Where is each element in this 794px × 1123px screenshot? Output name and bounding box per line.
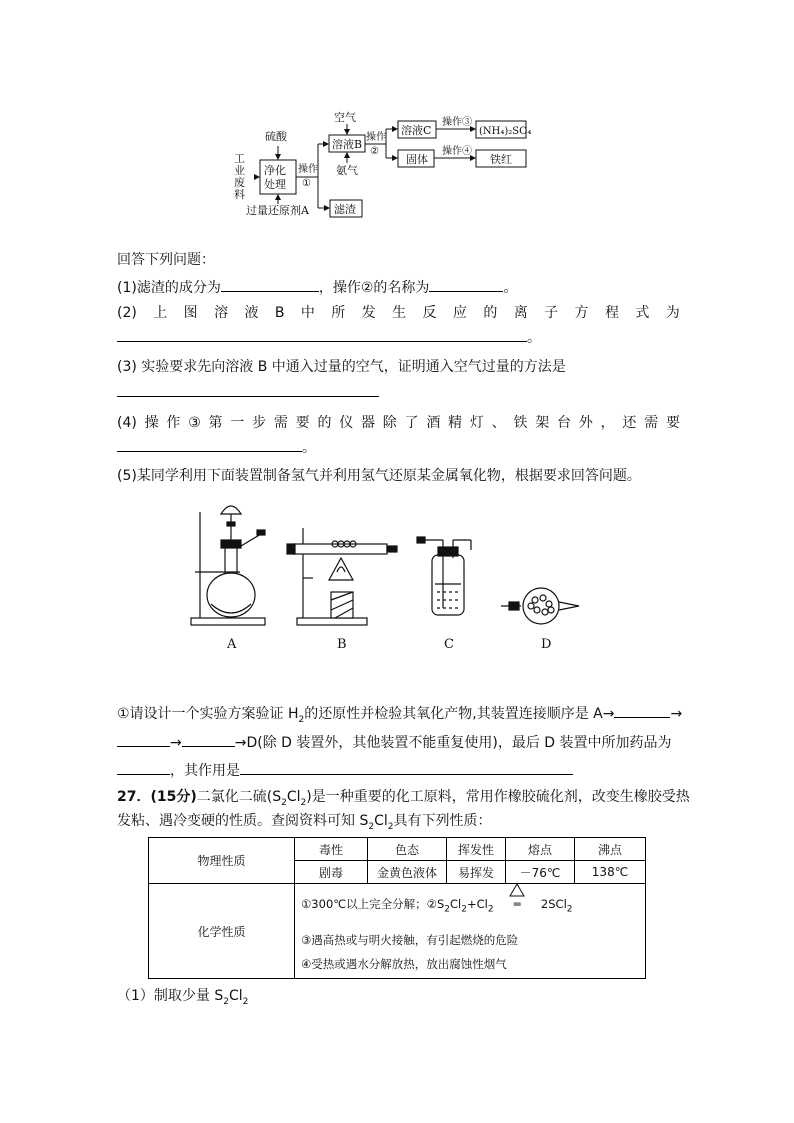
question-char: 仪 <box>339 415 354 431</box>
question-char: 子 <box>544 305 559 321</box>
sub1-arrow: → <box>670 706 683 722</box>
box-purify-2: 处理 <box>264 178 286 191</box>
question-char: 酒 <box>426 415 441 431</box>
question-char: B <box>274 305 285 321</box>
question-1 <box>117 277 517 298</box>
question-27-line1 <box>117 787 690 813</box>
subscript: 2 <box>387 821 394 832</box>
box-residue: 滤渣 <box>334 203 356 216</box>
question-char: 要 <box>295 415 310 431</box>
question-char: 生 <box>392 305 407 321</box>
table-header-cell: 熔点 <box>506 838 575 861</box>
question-27-number: 27．(15分) <box>117 789 197 805</box>
answer-blank[interactable] <box>117 382 379 397</box>
q27-text-f: 具有下列性质： <box>393 813 492 829</box>
answer-blank[interactable] <box>182 732 235 747</box>
question-2 <box>117 303 680 323</box>
table-cell: 易挥发 <box>447 861 506 884</box>
apparatus-b-tube <box>287 528 397 625</box>
question-char: 图 <box>183 305 198 321</box>
chem-prop-4: ④受热或遇水分解放热，放出腐蚀性烟气 <box>301 957 507 971</box>
question-char: 液 <box>244 305 259 321</box>
question-char: 中 <box>300 305 315 321</box>
sub1-subscript: 2 <box>298 714 305 725</box>
question-char: 还 <box>622 415 637 431</box>
chem-prop-3: ③遇高热或与明火接触，有引起燃烧的危险 <box>301 933 519 947</box>
process-flow-diagram <box>226 108 566 220</box>
question-char: 步 <box>252 415 267 431</box>
sub1-text-b: 的还原性并检验其氧化产物,其装置连接顺序是 A→ <box>304 706 615 722</box>
q27-sub1-text: （1）制取少量 S <box>117 988 224 1004</box>
table-row <box>149 838 646 861</box>
question-27-sub-1 <box>117 986 248 1012</box>
table-header-cell: 沸点 <box>575 838 646 861</box>
label-waste-2: 业 <box>234 164 245 177</box>
heating-equals-sign: ═ <box>497 897 537 911</box>
label-op3: 操作③ <box>442 117 472 128</box>
label-op1: 操作 <box>298 164 318 175</box>
label-waste-4: 料 <box>234 188 245 201</box>
apparatus-drawing <box>185 500 585 660</box>
answer-blank[interactable] <box>429 277 503 292</box>
table-cell: 剧毒 <box>295 861 368 884</box>
box-iron-red: 铁红 <box>490 153 512 166</box>
question-char: 离 <box>513 305 528 321</box>
table-cell: 金黄色液体 <box>368 861 447 884</box>
chem-text: ①300℃以上完全分解；②S <box>301 897 445 911</box>
question-char: 作 <box>166 415 181 431</box>
subscript: 2 <box>444 904 451 915</box>
question-2-cont <box>117 327 541 348</box>
question-char: 式 <box>635 305 650 321</box>
answer-blank[interactable] <box>614 703 670 718</box>
q27-sub1-text-b: Cl <box>228 988 243 1004</box>
sub-question-1-line2 <box>117 732 672 753</box>
heat-triangle-icon <box>509 883 525 897</box>
box-solution-c: 溶液C <box>401 124 432 137</box>
subscript: 2 <box>242 996 249 1007</box>
question-char: 器 <box>361 415 375 431</box>
answer-blank[interactable] <box>221 277 319 292</box>
subscript: 2 <box>487 904 494 915</box>
q1-text-b: ，操作②的名称为 <box>318 280 430 296</box>
q27-text-d: 发粘、遇冷变硬的性质。查阅资料可知 S <box>117 813 369 829</box>
answer-blank[interactable] <box>117 732 170 747</box>
q2-end: 。 <box>527 330 541 346</box>
label-op2: 操作 <box>366 132 386 143</box>
subscript: 2 <box>281 797 287 808</box>
question-char: 发 <box>361 305 376 321</box>
question-char: 除 <box>382 415 397 431</box>
question-char: 程 <box>604 305 619 321</box>
question-3: (3) 实验要求先向溶液 B 中通入过量的空气，证明通入空气过量的方法是 <box>117 359 566 375</box>
label-waste-3: 废 <box>234 176 245 189</box>
physical-properties-label: 物理性质 <box>149 838 295 884</box>
label-op2-num: ② <box>370 146 379 157</box>
question-char: 铁 <box>513 415 528 431</box>
label-op4: 操作④ <box>442 146 472 157</box>
box-solution-b: 溶液B <box>332 138 363 151</box>
question-char: ③ <box>188 415 201 431</box>
question-char: 台 <box>557 415 572 431</box>
q27-text-c: )是一种重要的化工原料，常用作橡胶硫化剂，改变生橡胶受热 <box>306 789 690 805</box>
question-char: 一 <box>230 415 245 431</box>
subscript: 2 <box>223 996 229 1007</box>
properties-table <box>148 837 646 979</box>
label-reductant: 过量还原剂A <box>246 204 309 217</box>
sub1-text-a: ①请设计一个实验方案验证 H <box>117 706 299 722</box>
table-header-cell: 色态 <box>368 838 447 861</box>
subscript: 2 <box>461 904 467 915</box>
apparatus-d-drying-tube <box>501 588 579 624</box>
question-char: 反 <box>422 305 437 321</box>
question-char: 应 <box>452 305 467 321</box>
table-cell: 138℃ <box>575 861 646 884</box>
label-air: 空气 <box>334 111 356 124</box>
answer-blank[interactable] <box>117 437 302 452</box>
sub1-arrow-2: → <box>170 735 182 751</box>
box-ammonium-sulfate: (NH₄)₂SO₄ <box>479 126 532 137</box>
question-char: 方 <box>574 305 589 321</box>
question-char: 所 <box>331 305 346 321</box>
question-char: 精 <box>448 415 463 431</box>
sub-question-1-line1 <box>117 703 682 730</box>
apparatus-label-c: C <box>444 637 454 652</box>
question-3-cont <box>117 382 379 403</box>
answer-blank[interactable] <box>117 760 170 775</box>
box-purify-1: 净化 <box>264 164 286 177</box>
question-char: (2) <box>117 305 137 321</box>
answer-blank[interactable] <box>117 327 527 342</box>
sub1-text-c: →D(除 D 装置外，其他装置不能重复使用)，最后 D 装置中所加药品为 <box>234 735 672 751</box>
q27-text-e: Cl <box>374 813 388 829</box>
question-char: 的 <box>317 415 332 431</box>
label-op1-num: ① <box>302 178 311 189</box>
question-char: 外 <box>578 415 593 431</box>
question-char: 了 <box>404 415 419 431</box>
subscript: 2 <box>566 904 573 915</box>
question-char: 要 <box>665 415 680 431</box>
label-ammonia: 氨气 <box>336 164 358 177</box>
q27-text-b: Cl <box>286 789 301 805</box>
question-char: 上 <box>153 305 168 321</box>
question-4-cont <box>117 437 316 458</box>
question-char: 灯 <box>469 415 484 431</box>
question-char: 操 <box>144 415 159 431</box>
q4-end: 。 <box>302 440 316 456</box>
question-char: 溶 <box>214 305 229 321</box>
question-5: (5)某同学利用下面装置制备氢气并利用氢气还原某金属氧化物，根据要求回答问题。 <box>117 468 641 484</box>
apparatus-label-b: B <box>337 637 347 652</box>
table-header-cell: 毒性 <box>295 838 368 861</box>
question-char: 架 <box>535 415 550 431</box>
chem-prop-1 <box>301 896 573 914</box>
table-header-cell: 挥发性 <box>447 838 506 861</box>
apparatus-a-flask <box>191 506 265 625</box>
question-char: 为 <box>665 305 680 321</box>
question-char: (4) <box>117 415 137 431</box>
q27-text-a: 二氯化二硫(S <box>196 789 282 805</box>
chemical-properties-label: 化学性质 <box>149 884 295 979</box>
question-char: 需 <box>273 415 288 431</box>
apparatus-label-a: A <box>227 637 237 652</box>
apparatus-label-d: D <box>541 637 552 652</box>
subscript: 2 <box>368 821 375 832</box>
sub1-text-d: ，其作用是 <box>170 763 240 779</box>
label-sulfuric-acid: 硫酸 <box>265 130 287 143</box>
chemical-properties-cell <box>295 884 646 979</box>
chem-text: +Cl <box>467 897 488 911</box>
questions-intro: 回答下列问题： <box>117 252 215 268</box>
q1-text-a: (1)滤渣的成分为 <box>117 280 221 296</box>
answer-blank[interactable] <box>240 760 573 775</box>
question-char: 、 <box>491 415 506 431</box>
chem-text: 2SCl <box>540 897 567 911</box>
sub-question-1-line3 <box>117 760 573 781</box>
question-4 <box>117 413 680 433</box>
question-char: 的 <box>483 305 498 321</box>
question-char: ， <box>600 415 615 431</box>
q1-text-c: 。 <box>503 280 518 296</box>
table-row <box>149 884 646 979</box>
question-char: 第 <box>208 415 223 431</box>
chem-text: Cl <box>450 897 462 911</box>
question-char: 需 <box>644 415 659 431</box>
table-cell: －76℃ <box>506 861 575 884</box>
apparatus-c-bottle <box>417 537 471 615</box>
box-solid: 固体 <box>406 153 428 166</box>
subscript: 2 <box>300 797 307 808</box>
question-27-line2 <box>117 811 491 837</box>
label-waste-1: 工 <box>234 152 245 165</box>
